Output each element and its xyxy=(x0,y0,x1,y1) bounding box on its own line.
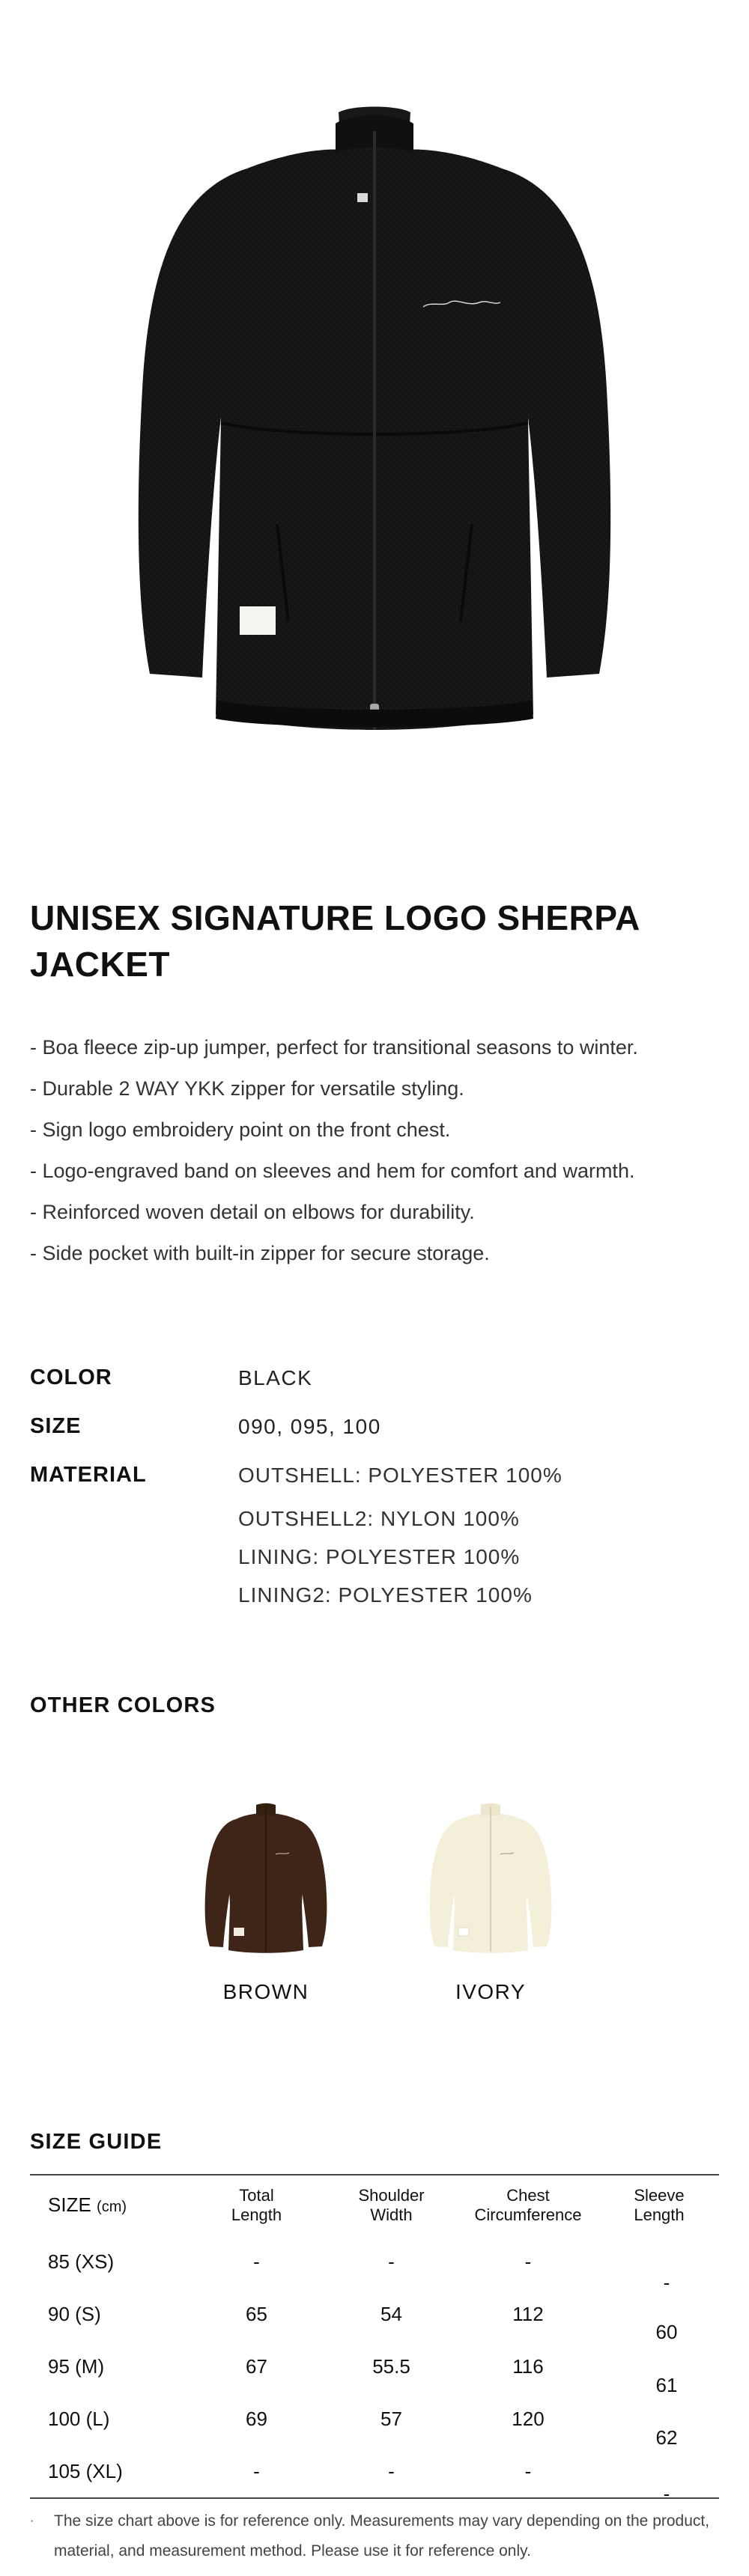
black-sherpa-jacket-illustration xyxy=(0,0,749,823)
feature-item: - Reinforced woven detail on elbows for durability. xyxy=(30,1201,475,1223)
material-item: OUTSHELL2: NYLON 100% xyxy=(238,1507,520,1530)
table-row: 90 (S) 65 54 112 xyxy=(48,2302,544,2325)
color-option-label: IVORY xyxy=(455,1980,527,2003)
material-item: LINING2: POLYESTER 100% xyxy=(238,1583,533,1607)
feature-item: - Logo-engraved band on sleeves and hem for comfort and warmth. xyxy=(30,1160,635,1182)
spec-color-value: BLACK xyxy=(238,1366,313,1389)
sleeve-value: 60 xyxy=(655,2321,678,2343)
size-header-cell: SIZE (cm) xyxy=(48,2193,127,2216)
color-option-label: BROWN xyxy=(222,1980,309,2003)
spec-size-row xyxy=(30,1402,562,1451)
feature-item: - Side pocket with built-in zipper for secure storage. xyxy=(30,1242,490,1264)
product-specs xyxy=(30,1354,562,1614)
material-item: OUTSHELL: POLYESTER 100% xyxy=(238,1464,562,1487)
table-row: 95 (M) 67 55.5 116 xyxy=(48,2354,544,2378)
spec-size-label: SIZE xyxy=(30,1414,82,1438)
other-colors-heading: OTHER COLORS xyxy=(30,1693,216,1717)
note-text: The size chart above is for reference only. Measurements may vary depending on the product, material, and measurement method. Please use it for reference only. xyxy=(54,2512,710,2560)
sleeve-length-header: Sleeve Length xyxy=(634,2186,685,2224)
note-bullet: · xyxy=(30,2515,34,2527)
size-guide-heading: SIZE GUIDE xyxy=(30,2130,163,2154)
feature-item: - Durable 2 WAY YKK zipper for versatile styling. xyxy=(30,1077,464,1100)
product-title: UNISEX SIGNATURE LOGO SHERPA JACKET xyxy=(30,898,640,984)
spec-color-row xyxy=(30,1354,562,1402)
total-length-header: Total Length xyxy=(231,2186,282,2224)
spec-color-label: COLOR xyxy=(30,1365,112,1389)
sleeve-value: 62 xyxy=(655,2426,678,2449)
spec-size-value: 090, 095, 100 xyxy=(238,1415,381,1438)
brown-jacket-thumbnail xyxy=(195,1800,337,1958)
ivory-jacket-thumbnail xyxy=(419,1800,562,1958)
size-guide-note xyxy=(30,2506,719,2566)
feature-item: - Sign logo embroidery point on the front chest. xyxy=(30,1118,451,1141)
size-guide-table xyxy=(30,2174,719,2505)
size-guide-header-row xyxy=(30,2175,719,2235)
feature-list xyxy=(30,1027,638,1274)
chest-circumference-header: Chest Circumference xyxy=(474,2186,582,2224)
spec-material-row xyxy=(30,1451,562,1614)
table-row: 85 (XS) - - - xyxy=(48,2250,532,2273)
sleeve-value: - xyxy=(663,2271,670,2294)
shoulder-width-header: Shoulder Width xyxy=(358,2186,425,2224)
sleeve-value: 61 xyxy=(655,2374,678,2396)
sleeve-value: - xyxy=(663,2482,670,2505)
color-option-ivory[interactable] xyxy=(404,1800,577,2004)
color-option-brown[interactable] xyxy=(180,1800,352,2004)
spec-material-values xyxy=(238,1451,562,1614)
table-row: 105 (XL) - - - xyxy=(48,2459,532,2482)
product-hero-image xyxy=(0,0,749,823)
spec-material-label: MATERIAL xyxy=(30,1463,147,1487)
feature-item: - Boa fleece zip-up jumper, perfect for transitional seasons to winter. xyxy=(30,1036,638,1059)
material-item: LINING: POLYESTER 100% xyxy=(238,1545,521,1568)
table-row: 100 (L) 69 57 120 xyxy=(48,2407,545,2430)
